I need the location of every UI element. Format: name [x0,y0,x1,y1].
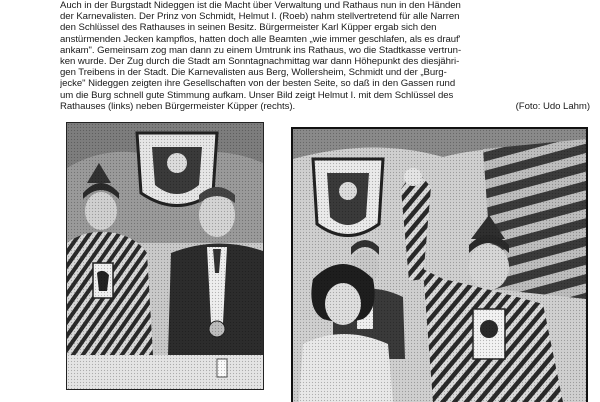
article-line: ankam". Gemeinsam zog man dann zu einem Umtrunk ins Rathaus, wo die Stadtkasse vertrun- [60,44,462,56]
photo-right [291,127,588,402]
article-line: den Schlüssel des Rathauses in seinen Besitz. Bürgermeister Karl Küpper ergab sich den [60,22,437,34]
photo-left [66,122,264,390]
article-line: anstürmenden Jecken kampflos, hatten doch alle Beamten „wie immer geschlafen, als es drauf' [60,33,461,45]
article-line: Rathauses (links) neben Bürgermeister Küpper (rechts). [60,100,296,112]
article-line: um die Burg schnell gute Stimmung aufkam. Unser Bild zeigt Helmut I. mit dem Schlüssel des [60,89,454,101]
halftone-photo-prince-and-mayor-icon [67,123,263,389]
article-line: jecke" Nideggen zeigten ihre Gesellschaften von der besten Seite, so daß in den Gassen rund [60,78,456,90]
article-line: gen Treibens in der Stadt. Die Karnevalisten aus Berg, Wollersheim, Schmidt und der „Burg- [60,67,447,79]
article-line: Auch in der Burgstadt Nideggen ist die Macht über Verwaltung und Rathaus nun in den Händen [60,0,461,11]
article-line: ken wurde. Der Zug durch die Stadt am Sonntagnachmittag war dann Höhepunkt des diesjähri- [60,56,460,68]
photo-credit: (Foto: Udo Lahm) [515,100,590,112]
article-text [60,0,590,112]
halftone-photo-carnival-crowd-icon [293,129,586,402]
article-line: der Karnevalisten. Der Prinz von Schmidt, Helmut I. (Roeb) nahm stellvertretend für alle Narren [60,11,460,23]
